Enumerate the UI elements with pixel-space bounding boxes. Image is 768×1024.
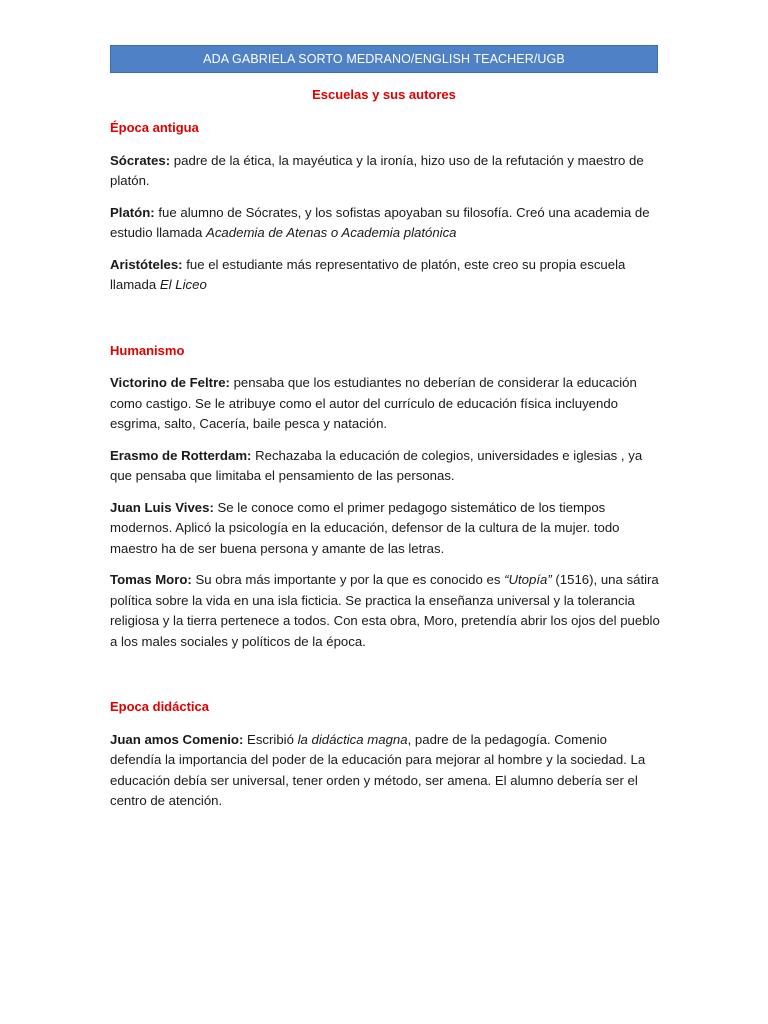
entry-platon (110, 203, 660, 244)
entry-text: Escribió (243, 731, 298, 747)
entry-juan-luis-vives (110, 498, 660, 560)
section-heading: Humanismo (110, 342, 185, 358)
entry-name: Tomas Moro: (110, 572, 192, 587)
entry-name: Erasmo de Rotterdam: (110, 447, 252, 463)
entry-juan-amos-comenio (110, 730, 660, 812)
entry-erasmo-de-rotterdam (110, 446, 660, 487)
entry-italic: la didáctica magna (297, 731, 408, 747)
entry-text-after: (1516), una sátira política sobre la vida en una isla ficticia. Se practica la enseñanza universal y la tolerancia religiosa y la tierra pertenece a todos. Con esta obra, Moro, pretendía abrir los ojos del pueblo a los males sociales y políticos de la época. (110, 572, 660, 649)
section-heading: Época antigua (110, 120, 199, 135)
entry-text: Se le conoce como el primer pedagogo sistemático de los tiempos modernos. Aplicó la psicología en la educación, defensor de la cultura de la mujer. todo maestro ha de ser buena persona y amante de las letras. (110, 499, 620, 556)
entry-text: padre de la ética, la mayéutica y la ironía, hizo uso de la refutación y maestro de platón. (110, 152, 644, 188)
entry-italic: El Liceo (159, 277, 207, 292)
entry-name: Sócrates: (110, 152, 171, 168)
entry-victorino-de-feltre (110, 373, 660, 435)
entry-italic: Academia de Atenas o Academia platónica (206, 225, 457, 240)
document-title: Escuelas y sus autores (312, 87, 456, 102)
section-epoca-antigua (110, 118, 660, 296)
entry-name: Aristóteles: (110, 256, 183, 272)
entry-text: Rechazaba la educación de colegios, universidades e iglesias , ya que pensaba que limitaba el pensamiento de las personas. (110, 447, 643, 483)
entry-text: fue alumno de Sócrates, y los sofistas apoyaban su filosofía. Creó una academia de estudio llamada (110, 204, 650, 240)
entry-text: pensaba que los estudiantes no deberían de considerar la educación como castigo. Se le atribuye como el autor del currículo de educación física incluyendo esgrima, salto, Cacería, baile pesca y natación. (110, 375, 637, 431)
entry-text: Su obra más importante y por la que es conocido es (191, 572, 505, 587)
entry-tomas-moro (110, 570, 660, 652)
section-epoca-didactica (110, 697, 660, 812)
document-body (110, 118, 660, 823)
header-banner (110, 45, 658, 73)
entry-text: fue el estudiante más representativo de platón, este creo su propia escuela llamada (110, 256, 626, 292)
section-spacer (110, 663, 660, 697)
entry-text-after: , padre de la pedagogía. Comenio defendía la importancia del poder de la educación para mejorar al hombre y la sociedad. La educación debía ser universal, tener orden y método, ser amena. El alumno debería ser el centro de atención. (110, 731, 646, 808)
entry-name: Platón: (110, 204, 155, 220)
section-heading: Epoca didáctica (110, 699, 209, 714)
entry-name: Victorino de Feltre: (110, 375, 230, 390)
entry-aristoteles (110, 255, 660, 296)
section-humanismo (110, 341, 660, 653)
entry-name: Juan Luis Vives: (110, 499, 214, 515)
section-spacer (110, 307, 660, 341)
header-text: ADA GABRIELA SORTO MEDRANO/ENGLISH TEACHER/UGB (203, 52, 565, 66)
entry-italic: “Utopía” (504, 572, 552, 587)
entry-name: Juan amos Comenio: (110, 731, 244, 747)
entry-socrates (110, 151, 660, 192)
